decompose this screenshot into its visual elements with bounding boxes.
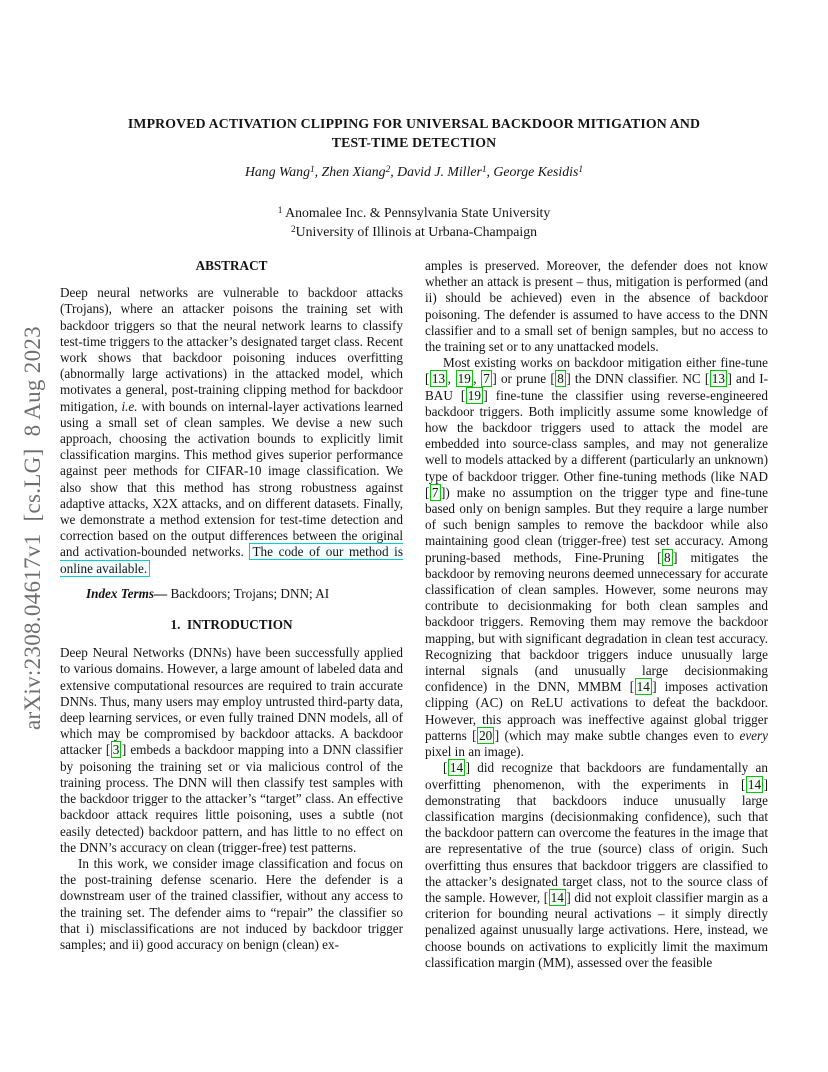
right-paragraph-1: amples is preserved. Moreover, the defender does not know whether an attack is present – thus, mitigation is performed (and ii) should be achieved) even in the absence of backdoor poisoning. The defender is assumed to have access to the DNN classifier and to a small set of benign samples, but no access to the training set or to any unattacked models.	[425, 258, 768, 355]
section-1-heading: 1. INTRODUCTION	[170, 617, 293, 633]
code-link[interactable]: The code of our method is online available.	[60, 544, 403, 576]
two-column-body	[60, 258, 768, 971]
citation-link[interactable]: 19	[457, 371, 471, 387]
citation-link[interactable]: 19	[467, 387, 481, 403]
right-column	[425, 258, 768, 971]
authors-line: Hang Wang$^1$, Zhen Xiang$^2$, David J. Miller$^1$, George Kesidis$^1$	[244, 164, 584, 179]
affiliation-1: $^1$ Anomalee Inc. & Pennsylvania State University	[277, 205, 551, 220]
right-paragraph-2: Most existing works on backdoor mitigation either fine-tune [ 13 , 19 , 7 ] or prune [ 8 ] the DNN classifier. NC [ 13 ] and I-BAU [ 19 ] fine-tune the classifier using reverse-engineered backdoor triggers. Both implicitly assume some knowledge of how the backdoor triggers used to attack the model are embedded into source-class samples, and may not generalize well to models attacked by a different (particularly an unknown) type of backdoor trigger. Other fine-tuning methods (like NAD [ 7 ]) make no assumption on the trigger type and fine-tune based only on benign samples. But they require a large number of such benign samples to remove the backdoor while also maintaining good clean (trigger-free) test set accuracy. Among pruning-based methods, Fine-Pruning [ 8 ] mitigates the backdoor by removing neurons deemed unnecessary for accurate classification of clean samples. However, some neurons may contribute to decisionmaking for both clean samples and backdoor triggers. Removing them may remove the backdoor mapping, but with significant degradation in clean test accuracy. Recognizing that backdoor triggers induce unusually large internal signals (and unusually large decisionmaking confidence) in the DNN, MMBM [ 14 ] imposes activation clipping (AC) on ReLU activations to defeat the backdoor. However, this approach was ineffective against global trigger patterns [ 20 ] (which may make subtle changes even to every pixel in an image).	[425, 355, 769, 760]
citation-link[interactable]: 13	[431, 371, 446, 387]
citation-link[interactable]: 13	[711, 371, 725, 387]
left-column	[60, 258, 403, 971]
abstract-heading: ABSTRACT	[195, 258, 268, 273]
citation-link[interactable]: 14	[550, 889, 564, 905]
paper-title-line-1: IMPROVED ACTIVATION CLIPPING FOR UNIVERSAL BACKDOOR MITIGATION AND	[127, 116, 701, 131]
affiliation-2: $^2$University of Illinois at Urbana-Champaign	[290, 224, 538, 239]
intro-paragraph-2: In this work, we consider image classification and focus on the post-training defense scenario. Here the defender is a downstream user of the trained classifier, without any access to the training set. The defender aims to “repair” the classifier so that i) misclassifications are not induced by backdoor trigger samples; and ii) good accuracy on benign (clean) ex-	[60, 855, 403, 952]
citation-link[interactable]: 14	[747, 776, 762, 792]
citation-link[interactable]: 3	[112, 742, 120, 758]
citation-link[interactable]: 14	[636, 679, 650, 695]
abstract-text: Deep neural networks are vulnerable to backdoor attacks (Trojans), where an attacker poisons the training set with backdoor triggers so that the neural network learns to classify test-time triggers to the attacker’s designated target class. Recent work shows that backdoor poisoning induces overfitting (abnormally large activations) in the attacked model, which motivates a general, post-training clipping method for backdoor mitigation, i.e. with bounds on internal-layer activations learned using a small set of clean samples. We devise a new such approach, choosing the activation bounds to explicitly limit classification margins. This method gives superior performance against peer methods for CIFAR-10 image classification. We also show that this method has strong robustness against adaptive attacks, X2X attacks, and on different datasets. Finally, we demonstrate a method extension for test-time detection and correction based on the output differences between the original and activation-bounded networks. The code of our method is online available.	[60, 285, 403, 576]
citation-link[interactable]: 8	[664, 549, 671, 565]
arxiv-watermark: arXiv:2308.04617v1 [cs.LG] 8 Aug 2023	[20, 326, 45, 730]
index-terms: Index Terms— Backdoors; Trojans; DNN; AI	[86, 585, 330, 601]
citation-link[interactable]: 8	[557, 371, 564, 387]
citation-link[interactable]: 7	[483, 371, 490, 387]
intro-paragraph-1: Deep Neural Networks (DNNs) have been successfully applied to various domains. However, a large amount of labeled data and extensive computational resources are required to train accurate DNNs. Thus, many users may employ untrusted third-party data, deep learning services, or even fully trained DNN models, all of which may be compromised by backdoor attacks. A backdoor attacker [ 3 ] embeds a backdoor mapping into a DNN classifier by poisoning the training set or via malicious control of the training process. The DNN will then classify test samples with the backdoor trigger to the attacker’s “target” class. An effective backdoor attack requires little poisoning, uses a subtle (not easily detected) backdoor pattern, and has little to no effect on the DNN’s accuracy on clean (trigger-free) test patterns.	[60, 645, 403, 855]
citation-link[interactable]: 20	[479, 727, 493, 743]
citation-link[interactable]: 7	[431, 484, 439, 500]
citation-link[interactable]: 14	[449, 760, 464, 776]
right-paragraph-3: [ 14 ] did recognize that backdoors are fundamentally an overfitting phenomenon, with the experiments in [ 14 ] demonstrating that backdoors induce unusually large classification margins (decisionmaking confidence), such that the backdoor pattern can overcome the features in the image that are representative of the true (source) class of origin. Such overfitting thus ensures that backdoor triggers are classified to the attacker’s designated target class, not to the source class of the sample. However, [ 14 ] did not exploit classifier margin as a criterion for bounding neural activations – it simply directly penalized against unusually large activations. Here, instead, we choose bounds on activations to explicitly limit the maximum classification margin (MM), assessed over the feasible	[425, 760, 768, 970]
paper-title-line-2: TEST-TIME DETECTION	[331, 135, 497, 150]
